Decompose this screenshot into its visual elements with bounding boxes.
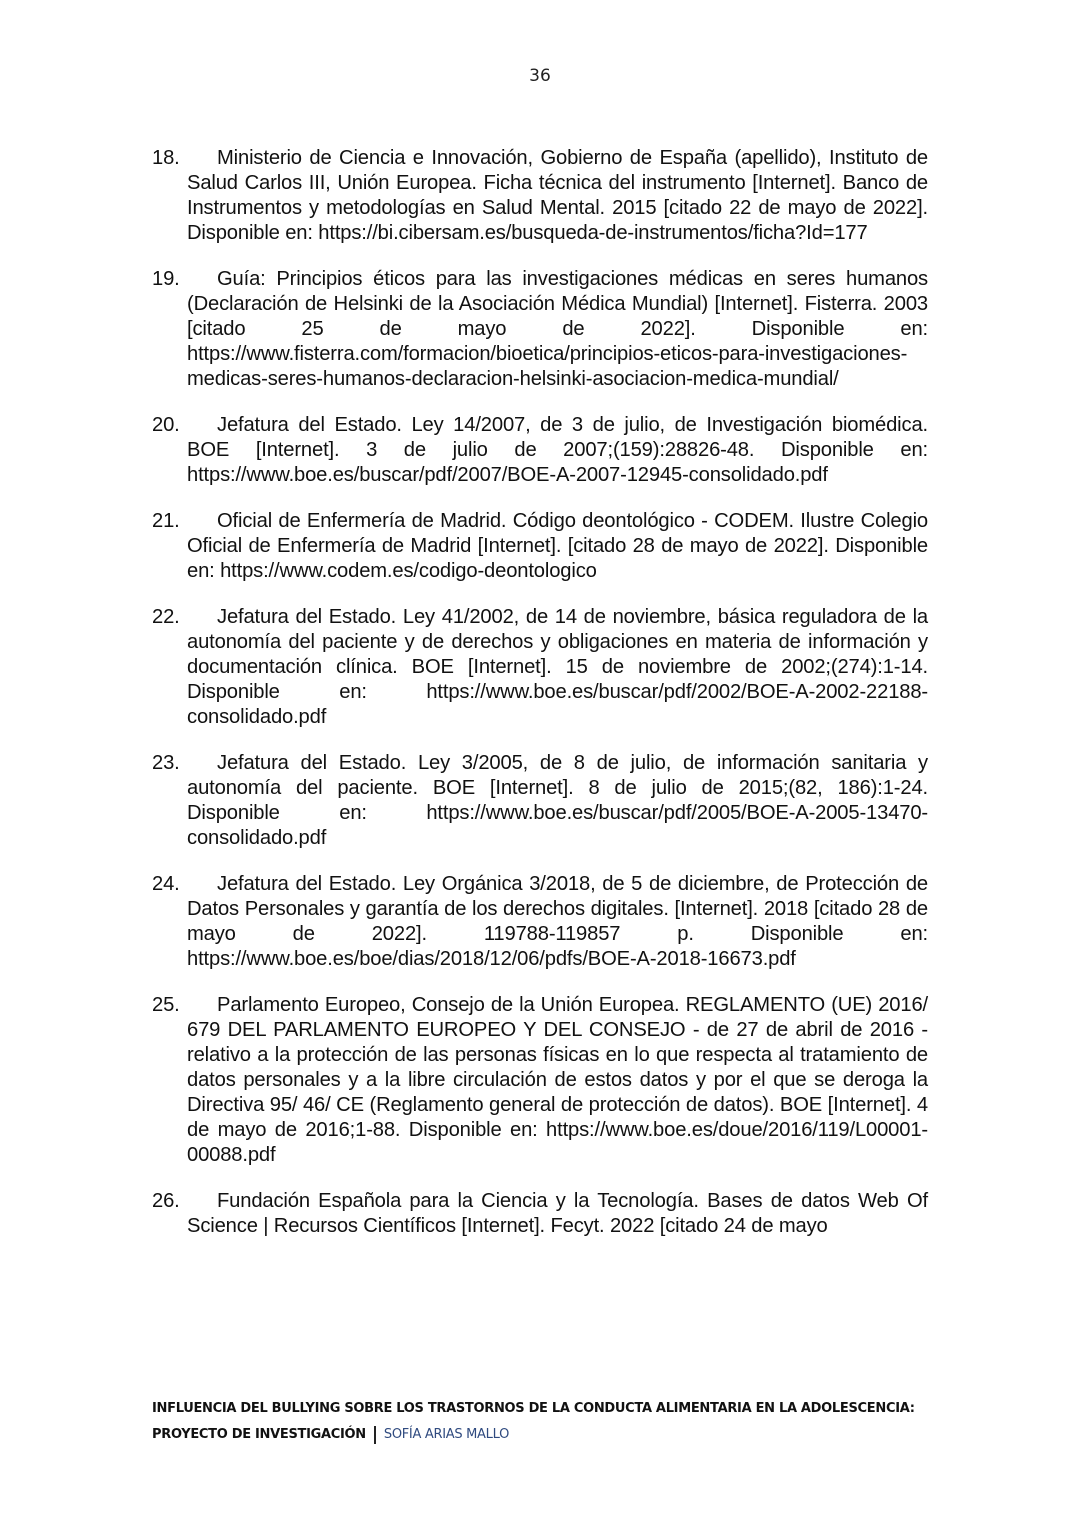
reference-item-24 [152,872,928,972]
reference-item-26 [152,1189,928,1239]
reference-item-18 [152,146,928,246]
reference-text: Guía: Principios éticos para las investigaciones médicas en seres humanos (Declaración de Helsinki de la Asociación Médica Mundial) [Internet]. Fisterra. 2003 [citado 25 de mayo de 2022]. Disponible en: https://www.fisterra.com/formacion/bioetica/principios-eticos-para-investigaciones-medicas-seres-humanos-declaracion-helsinki-asociacion-medica-mundial/ [187,268,928,390]
reference-text: Jefatura del Estado. Ley 3/2005, de 8 de julio, de información sanitaria y autonomía del paciente. BOE [Internet]. 8 de julio de 2015;(82, 186):1-24. Disponible en: https://www.boe.es/buscar/pdf/2005/BOE-A-2005-13470-consolidado.pdf [187,752,928,849]
reference-item-20 [152,413,928,488]
reference-number: 19. [152,268,180,290]
reference-text: Ministerio de Ciencia e Innovación, Gobierno de España (apellido), Instituto de Salud Carlos III, Unión Europea. Ficha técnica del instrumento [Internet]. Banco de Instrumentos y metodologías en Salud Mental. 2015 [citado 22 de mayo de 2022]. Disponible en: https://bi.cibersam.es/busqueda-de-instrumentos/ficha?Id=177 [187,147,928,244]
reference-number: 21. [152,510,180,532]
footer-separator [374,1426,376,1444]
page-number: 36 [529,66,551,86]
reference-number: 23. [152,752,180,774]
reference-number: 25. [152,994,180,1016]
reference-text: Jefatura del Estado. Ley 14/2007, de 3 de julio, de Investigación biomédica. BOE [Internet]. 3 de julio de 2007;(159):28826-48. Disponible en: https://www.boe.es/buscar/pdf/2007/BOE-A-2007-12945-consolidado.pdf [187,414,928,486]
reference-item-19 [152,267,928,392]
reference-item-25 [152,993,928,1168]
reference-number: 20. [152,414,180,436]
footer-title-line-2 [152,1422,952,1448]
reference-number: 26. [152,1190,180,1212]
reference-item-23 [152,751,928,851]
reference-text: Jefatura del Estado. Ley Orgánica 3/2018, de 5 de diciembre, de Protección de Datos Personales y garantía de los derechos digitales. [Internet]. 2018 [citado 28 de mayo de 2022]. 119788-119857 p. Disponible en: https://www.boe.es/boe/dias/2018/12/06/pdfs/BOE-A-2018-16673.pdf [187,873,928,970]
reference-number: 22. [152,606,180,628]
reference-item-21 [152,509,928,584]
page-footer [152,1396,952,1448]
reference-item-22 [152,605,928,730]
footer-title-line-1: INFLUENCIA DEL BULLYING SOBRE LOS TRASTORNOS DE LA CONDUCTA ALIMENTARIA EN LA ADOLESCENCIA: [152,1401,915,1416]
reference-list [152,146,928,1260]
footer-subtitle: PROYECTO DE INVESTIGACIÓN [152,1427,366,1442]
reference-number: 24. [152,873,180,895]
reference-text: Jefatura del Estado. Ley 41/2002, de 14 de noviembre, básica reguladora de la autonomía del paciente y de derechos y obligaciones en materia de información y documentación clínica. BOE [Internet]. 15 de noviembre de 2002;(274):1-14. Disponible en: https://www.boe.es/buscar/pdf/2002/BOE-A-2002-22188-consolidado.pdf [187,606,928,728]
reference-number: 18. [152,147,180,169]
reference-text: Parlamento Europeo, Consejo de la Unión Europea. REGLAMENTO (UE) 2016/ 679 DEL PARLAMENTO EUROPEO Y DEL CONSEJO - de 27 de abril de 2016 - relativo a la protección de las personas físicas en lo que respecta al tratamiento de datos personales y a la libre circulación de estos datos y por el que se deroga la Directiva 95/ 46/ CE (Reglamento general de protección de datos). BOE [Internet]. 4 de mayo de 2016;1-88. Disponible en: https://www.boe.es/doue/2016/119/L00001-00088.pdf [187,994,928,1166]
footer-author: SOFÍA ARIAS MALLO [383,1427,509,1442]
reference-text: Oficial de Enfermería de Madrid. Código deontológico - CODEM. Ilustre Colegio Oficial de Enfermería de Madrid [Internet]. [citado 28 de mayo de 2022]. Disponible en: https://www.codem.es/codigo-deontologico [187,510,928,582]
reference-text: Fundación Española para la Ciencia y la Tecnología. Bases de datos Web Of Science | Recursos Científicos [Internet]. Fecyt. 2022 [citado 24 de mayo [187,1190,928,1237]
